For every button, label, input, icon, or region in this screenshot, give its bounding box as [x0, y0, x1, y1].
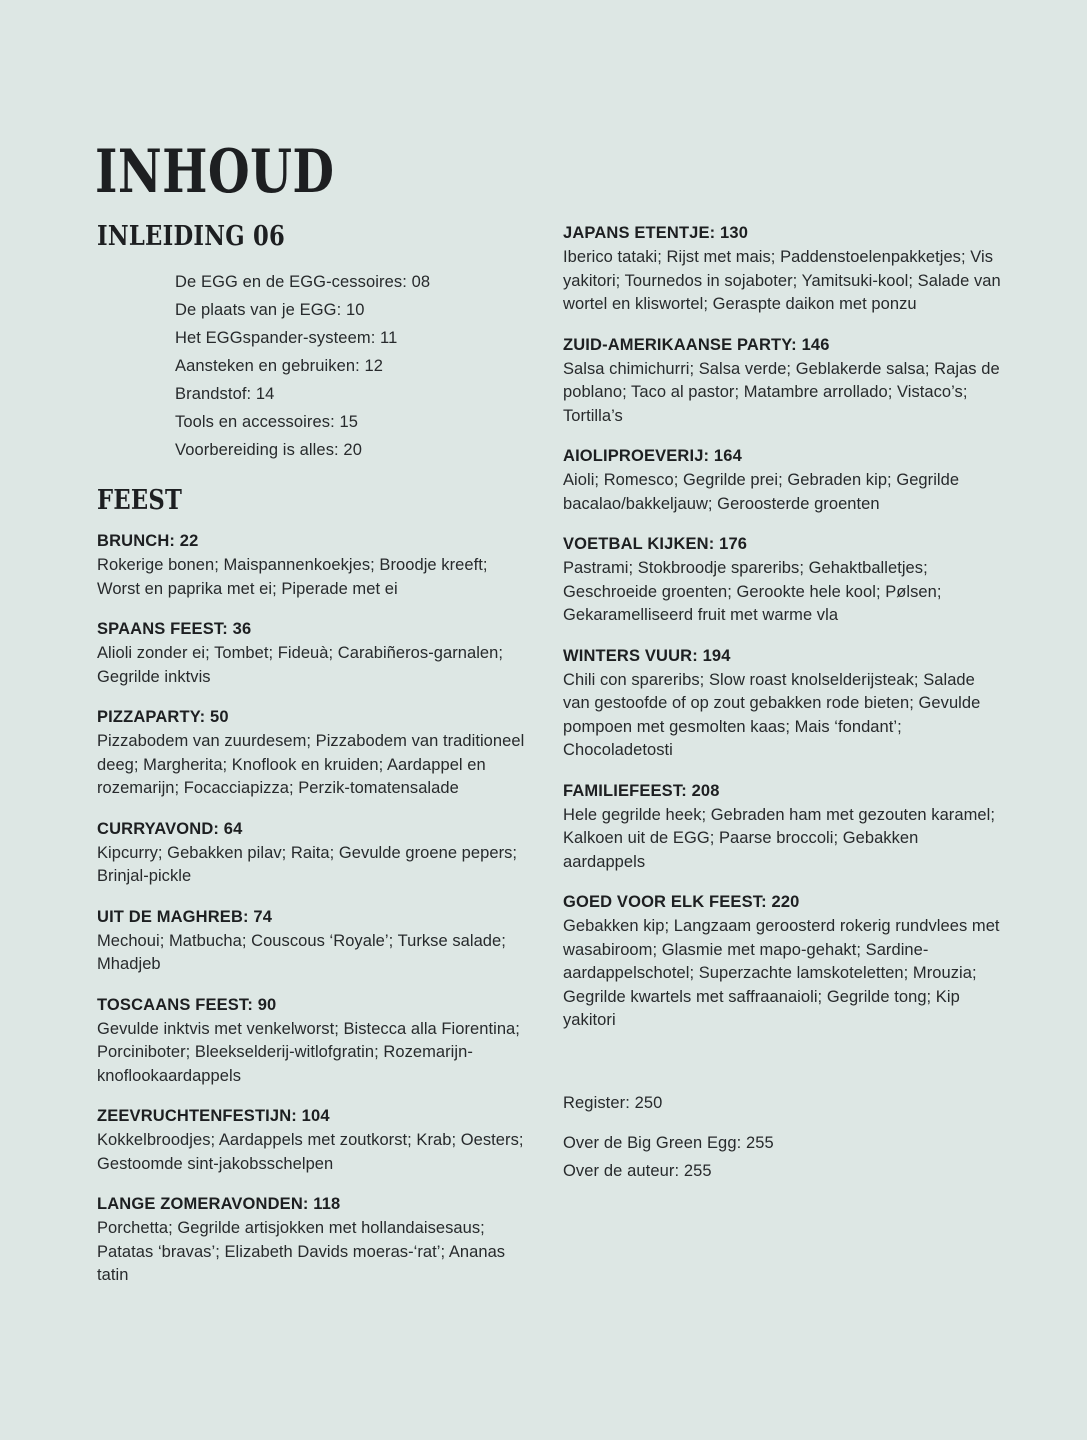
entry-description: Chili con spareribs; Slow roast knolselderijsteak; Salade van gestoofde of op zout gebakken rode bieten; Gevulde pompoen met gesmolten kaas; Mais ‘fondant’; Chocoladetosti — [563, 670, 981, 759]
intro-sub-list — [175, 268, 527, 464]
toc-entry-uit-de-maghreb[interactable] — [97, 906, 527, 977]
section-heading-feest: FEEST — [97, 485, 183, 516]
toc-entry-winters-vuur[interactable] — [563, 645, 1001, 763]
entry-title: ZUID-AMERIKAANSE PARTY: 146 — [563, 335, 830, 354]
entry-description: Pizzabodem van zuurdesem; Pizzabodem van traditioneel deeg; Margherita; Knoflook en kruiden; Aardappel en rozemarijn; Focacciapizza; Perzik-tomatensalade — [97, 732, 525, 797]
page-title: INHOUD — [95, 137, 335, 208]
entry-title: FAMILIEFEEST: 208 — [563, 781, 720, 800]
entry-title: LANGE ZOMERAVONDEN: 118 — [97, 1195, 341, 1213]
toc-entry-spaans-feest[interactable] — [97, 618, 527, 689]
toc-entry-voetbal-kijken[interactable] — [563, 533, 1001, 628]
list-item[interactable]: Brandstof: 14 — [175, 385, 275, 403]
toc-left-column — [97, 222, 527, 1305]
backmatter-register[interactable]: Register: 250 — [563, 1093, 663, 1112]
backmatter-about-big-green-egg[interactable]: Over de Big Green Egg: 255 — [563, 1133, 774, 1152]
toc-entry-japans-etentje[interactable] — [563, 222, 1001, 317]
entry-description: Gebakken kip; Langzaam geroosterd rokerig rundvlees met wasabiroom; Glasmie met mapo-gehakt; Sardine-aardappelschotel; Superzachte lamskoteletten; Mrouzia; Gegrilde kwartels met saffraanaioli; Gegrilde tong; Kip yakitori — [563, 917, 1000, 1029]
backmatter-about-author[interactable]: Over de auteur: 255 — [563, 1161, 712, 1180]
toc-entry-pizzaparty[interactable] — [97, 706, 527, 801]
entry-title: VOETBAL KIJKEN: 176 — [563, 535, 748, 553]
toc-entry-goed-voor-elk-feest[interactable] — [563, 891, 1001, 1033]
entry-description: Aioli; Romesco; Gegrilde prei; Gebraden kip; Gegrilde bacalao/bakkeljauw; Geroosterde groenten — [563, 471, 960, 513]
entry-title: GOED VOOR ELK FEEST: 220 — [563, 893, 800, 911]
list-item[interactable]: Voorbereiding is alles: 20 — [175, 441, 362, 459]
entry-title: UIT DE MAGHREB: 74 — [97, 907, 273, 926]
backmatter-list — [563, 1089, 1001, 1185]
entry-title: TOSCAANS FEEST: 90 — [97, 995, 277, 1014]
toc-entry-lange-zomeravonden[interactable] — [97, 1193, 527, 1288]
list-item[interactable]: Tools en accessoires: 15 — [175, 413, 359, 431]
list-item[interactable]: De plaats van je EGG: 10 — [175, 301, 365, 319]
entry-title: WINTERS VUUR: 194 — [563, 646, 731, 665]
section-heading-inleiding: INLEIDING 06 — [97, 221, 286, 252]
entry-title: AIOLIPROEVERIJ: 164 — [563, 447, 742, 465]
list-item[interactable]: Het EGGspander-systeem: 11 — [175, 329, 398, 347]
entry-description: Salsa chimichurri; Salsa verde; Geblakerde salsa; Rajas de poblano; Taco al pastor; Matambre arrollado; Vistaco’s; Tortilla’s — [563, 359, 1000, 425]
toc-entry-aioliproeverij[interactable] — [563, 445, 1001, 516]
entry-description: Iberico tataki; Rijst met mais; Paddenstoelenpakketjes; Vis yakitori; Tournedos in sojaboter; Yamitsuki-kool; Salade van wortel en kliswortel; Geraspte daikon met ponzu — [563, 248, 1001, 313]
toc-entry-curryavond[interactable] — [97, 818, 527, 889]
entry-description: Alioli zonder ei; Tombet; Fideuà; Carabiñeros-garnalen; Gegrilde inktvis — [97, 644, 504, 686]
spacer — [97, 464, 527, 486]
entry-description: Rokerige bonen; Maispannenkoekjes; Broodje kreeft; Worst en paprika met ei; Piperade met ei — [97, 556, 488, 598]
list-item[interactable]: Aansteken en gebruiken: 12 — [175, 357, 384, 375]
toc-right-column — [563, 222, 1001, 1185]
entry-description: Kokkelbroodjes; Aardappels met zoutkorst; Krab; Oesters; Gestoomde sint-jakobsschelpen — [97, 1131, 524, 1173]
entry-title: CURRYAVOND: 64 — [97, 819, 243, 838]
list-item[interactable]: De EGG en de EGG-cessoires: 08 — [175, 273, 431, 291]
entry-description: Gevulde inktvis met venkelworst; Bistecca alla Fiorentina; Porciniboter; Bleekselderij-witlofgratin; Rozemarijn-knoflookaardappels — [97, 1019, 520, 1085]
entry-description: Hele gegrilde heek; Gebraden ham met gezouten karamel; Kalkoen uit de EGG; Paarse broccoli; Gebakken aardappels — [563, 805, 995, 871]
entry-description: Mechoui; Matbucha; Couscous ‘Royale’; Turkse salade; Mhadjeb — [97, 931, 506, 973]
toc-entry-familiefeest[interactable] — [563, 780, 1001, 875]
entry-description: Kipcurry; Gebakken pilav; Raita; Gevulde groene pepers; Brinjal-pickle — [97, 843, 518, 885]
entry-description: Pastrami; Stokbroodje spareribs; Gehaktballetjes; Geschroeide groenten; Gerookte hele kool; Pølsen; Gekaramelliseerd fruit met warme vla — [563, 559, 942, 624]
toc-entry-zeevruchtenfestijn[interactable] — [97, 1105, 527, 1176]
entry-description: Porchetta; Gegrilde artisjokken met hollandaisesaus; Patatas ‘bravas’; Elizabeth Davids moeras-‘rat’; Ananas tatin — [97, 1219, 506, 1284]
entry-title: SPAANS FEEST: 36 — [97, 620, 252, 638]
toc-entry-zuid-amerikaanse-party[interactable] — [563, 334, 1001, 429]
entry-title: BRUNCH: 22 — [97, 532, 199, 550]
entry-title: JAPANS ETENTJE: 130 — [563, 224, 749, 242]
toc-entry-toscaans-feest[interactable] — [97, 994, 527, 1089]
toc-entry-brunch[interactable] — [97, 530, 527, 601]
entry-title: PIZZAPARTY: 50 — [97, 708, 229, 726]
entry-title: ZEEVRUCHTENFESTIJN: 104 — [97, 1107, 330, 1125]
